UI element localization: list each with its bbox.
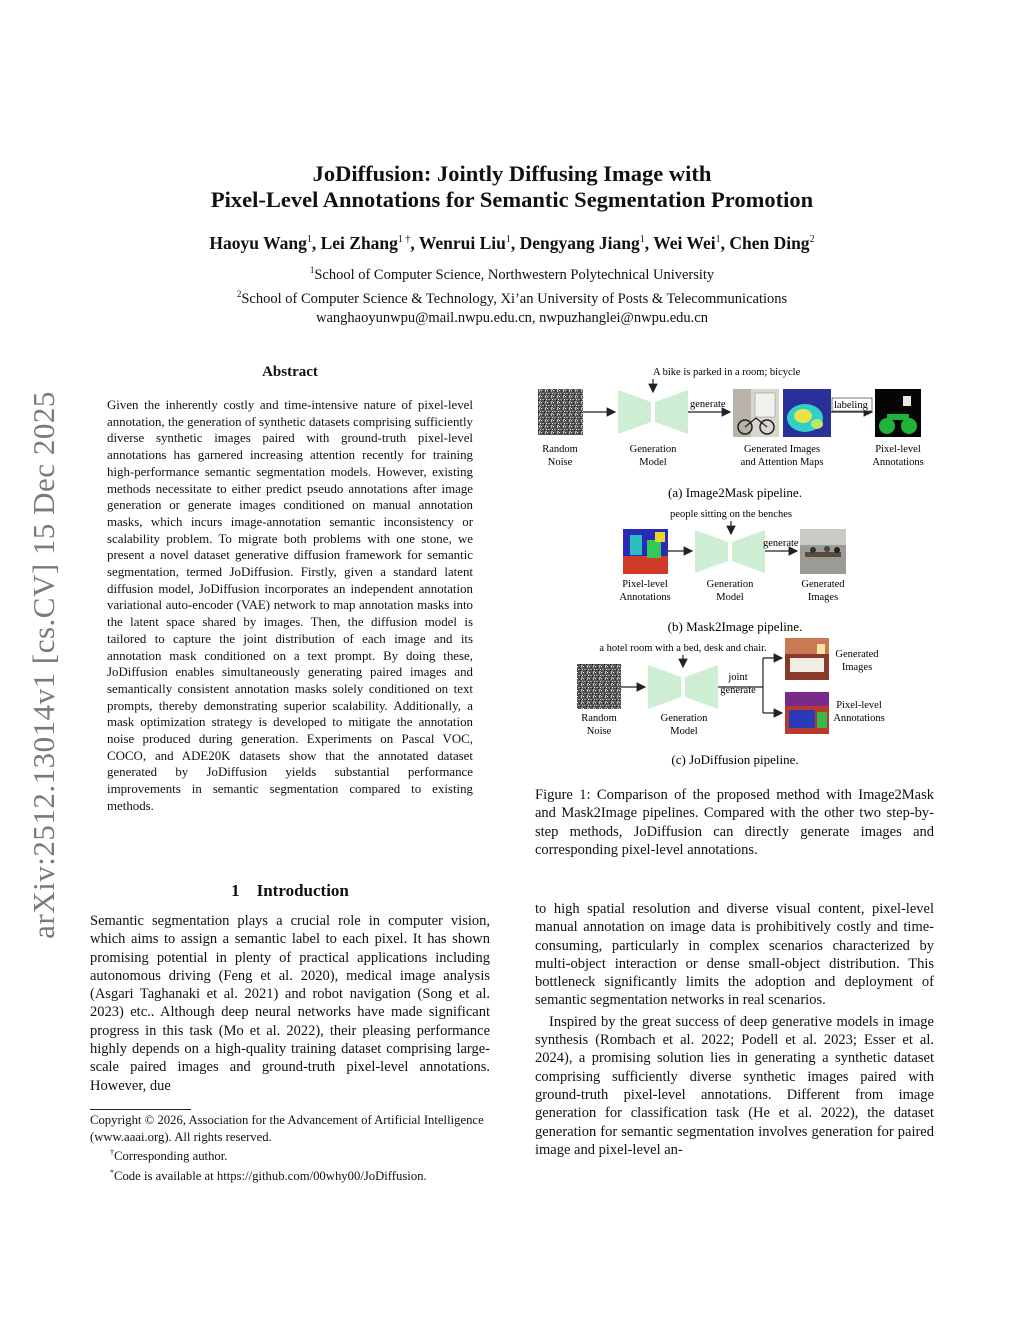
svg-text:Images: Images xyxy=(841,662,873,673)
svg-text:generate: generate xyxy=(763,538,799,549)
subfigure-caption-a: (a) Image2Mask pipeline. xyxy=(668,485,802,500)
footnotes xyxy=(90,1112,490,1184)
svg-text:Pixel-level: Pixel-level xyxy=(622,579,668,590)
affiliation-2: $^2$School of Computer Science & Technology, Xi’an University of Posts & Telecommunications xyxy=(236,288,788,307)
svg-text:labeling: labeling xyxy=(834,400,868,411)
paragraph: to high spatial resolution and diverse visual content, pixel-level manual annotation on image data is prohibitively costly and time-consuming, particularly in complex scenarios characterized by multi-object interaction or dense small-object distribution. This bottleneck significantly limits the adoption and deployment of semantic segmentation networks in real scenarios. xyxy=(535,901,934,1009)
svg-text:Random: Random xyxy=(542,444,578,455)
svg-text:Annotations: Annotations xyxy=(619,592,671,603)
arxiv-stamp-text: arXiv:2512.13014v1 [cs.CV] 15 Dec 2025 xyxy=(26,391,61,939)
svg-text:Model: Model xyxy=(716,592,744,603)
code-availability-note: *Code is available at https://github.com/00why00/JoDiffusion. xyxy=(110,1167,427,1183)
svg-text:Pixel-level: Pixel-level xyxy=(875,444,921,455)
prompt-text: people sitting on the benches xyxy=(670,509,792,520)
generation-model-decoder-shape xyxy=(732,530,765,573)
generation-model-encoder-shape xyxy=(648,665,681,709)
attention-map-image xyxy=(783,389,831,437)
generated-photo xyxy=(785,638,829,680)
copyright-notice: Copyright © 2026, Association for the Advancement of Artificial Intelligence (www.aaai.org). All rights reserved. xyxy=(90,1113,484,1144)
intro-right-column xyxy=(535,900,934,1159)
svg-text:Generated: Generated xyxy=(835,649,879,660)
figure-panel-c xyxy=(577,638,885,767)
svg-text:Images: Images xyxy=(807,592,839,603)
svg-text:Model: Model xyxy=(639,457,667,468)
arxiv-stamp xyxy=(24,370,64,960)
svg-text:Pixel-level: Pixel-level xyxy=(836,700,882,711)
paragraph: Semantic segmentation plays a crucial role in computer vision, which aims to assign a semantic label to each pixel. It has shown promising potential in plenty of practical applications including autonomous driving (Feng et al. 2020), medical image analysis (Asgari Taghanaki et al. 2021) and robot navigation (Song et al. 2023) etc.. Although deep neural networks have made significant progress in this task (Mo et al. 2022), their pleasing performance highly depends on a high-quality training dataset comprising large-scale paired images and ground-truth pixel-level annotations. However, due xyxy=(90,913,490,1094)
svg-text:Noise: Noise xyxy=(586,726,612,737)
prompt-text: a hotel room with a bed, desk and chair. xyxy=(599,643,767,654)
generated-photo xyxy=(733,389,779,437)
svg-text:joint: joint xyxy=(728,672,748,683)
author: Wei Wei$^1$ xyxy=(653,233,721,253)
author-list: Haoyu Wang$^1$, Lei Zhang$^{1 \dagger}$, Wenrui Liu$^1$, Dengyang Jiang$^1$, Wei Wei$^1$, Chen Ding$^2$ xyxy=(209,233,815,253)
title-line-2: Pixel-Level Annotations for Semantic Segmentation Promotion xyxy=(210,187,814,212)
svg-text:Annotations: Annotations xyxy=(833,713,885,724)
svg-text:Noise: Noise xyxy=(547,457,573,468)
affiliations xyxy=(0,261,1024,328)
subfigure-caption-b: (b) Mask2Image pipeline. xyxy=(667,619,803,634)
figure-panel-b xyxy=(619,509,846,634)
svg-text:Generated: Generated xyxy=(801,579,845,590)
generation-model-encoder-shape xyxy=(695,530,728,573)
generation-model-decoder-shape xyxy=(655,390,688,434)
footnote-rule xyxy=(90,1109,191,1110)
random-noise-image xyxy=(538,389,583,435)
intro-left-column xyxy=(90,912,490,1095)
abstract-text: Given the inherently costly and time-intensive nature of pixel-level annotation, the generation of synthetic datasets comprising sufficiently diverse synthetic images paired with ground-truth pixel-level annotations has garnered increasing attention recently for training high-performance semantic segmentation models. However, existing methods necessitate to either predict pseudo annotations after image generation or generate images conditioned on manual annotation masks, which incurs image-annotation semantic inconsistency or scalability problem. To migrate both problems with one stone, we present a novel dataset generative diffusion framework for semantic segmentation, termed JoDiffusion. Firstly, given a standard latent diffusion model, JoDiffusion incorporates an independent annotation variational auto-encoder (VAE) network to map annotation masks into the latent space shared by images. Then, the diffusion model is tailored to capture the joint distribution of each image and its annotation mask conditioned on a text prompt. By doing these, JoDiffusion enables simultaneously generating paired images and semantically consistent annotation masks solely conditioned on text prompts, thereby demonstrating superior scalability. Additionally, a mask optimization strategy is developed to mitigate the annotation noise produced during generation. Experiments on Pascal VOC, COCO, and ADE20K datasets show that the annotated dataset generated by JoDiffusion yields substantial performance improvements in semantic segmentation compared to existing methods. xyxy=(107,398,473,813)
generation-model-decoder-shape xyxy=(685,665,718,709)
author-emails: wanghaoyunwpu@mail.nwpu.edu.cn, nwpuzhanglei@nwpu.edu.cn xyxy=(316,309,708,326)
svg-text:Generated Images: Generated Images xyxy=(743,444,821,455)
svg-text:and Attention Maps: and Attention Maps xyxy=(740,457,824,468)
prompt-text: A bike is parked in a room; bicycle xyxy=(653,367,801,378)
svg-text:generate: generate xyxy=(720,685,756,696)
generation-model-encoder-shape xyxy=(618,390,651,434)
section-heading-introduction: 1 Introduction xyxy=(231,881,349,900)
annotation-mask-image xyxy=(875,389,921,437)
affiliation-1: $^1$School of Computer Science, Northwestern Polytechnical University xyxy=(309,265,715,283)
author: Chen Ding$^2$ xyxy=(729,233,815,253)
abstract-heading: Abstract xyxy=(262,364,318,380)
svg-text:Model: Model xyxy=(670,726,698,737)
svg-text:Generation: Generation xyxy=(660,713,708,724)
paper-title xyxy=(0,161,1024,213)
svg-text:generate: generate xyxy=(690,399,726,410)
generated-photo xyxy=(800,529,846,574)
title-line-1: JoDiffusion: Jointly Diffusing Image with xyxy=(312,161,712,186)
author: Lei Zhang$^{1 \dagger}$ xyxy=(320,233,411,253)
input-annotation-mask xyxy=(623,529,668,574)
figure-1-caption: Figure 1: Comparison of the proposed method with Image2Mask and Mask2Image pipelines. Compared with the other two step-by-step methods, JoDiffusion can directly generate images and corresponding pixel-level annotations. xyxy=(535,787,934,858)
corresponding-author-note: †Corresponding author. xyxy=(110,1148,228,1164)
author: Haoyu Wang$^1$ xyxy=(209,233,312,253)
svg-text:Annotations: Annotations xyxy=(872,457,924,468)
random-noise-image xyxy=(577,664,621,709)
svg-text:Generation: Generation xyxy=(706,579,754,590)
author: Dengyang Jiang$^1$ xyxy=(519,233,645,253)
figure-panel-a xyxy=(538,367,924,500)
svg-text:Generation: Generation xyxy=(629,444,677,455)
figure-1 xyxy=(535,360,935,770)
subfigure-caption-c: (c) JoDiffusion pipeline. xyxy=(671,752,799,767)
svg-text:Random: Random xyxy=(581,713,617,724)
paragraph: Inspired by the great success of deep generative models in image synthesis (Rombach et al. 2022; Podell et al. 2023; Esser et al. 2024), a promising solution lies in generating a synthetic dataset comprising sufficiently diverse synthetic images paired with ground-truth pixel-level annotations. Different from image generation for classification task (He et al. 2022), the dataset generation for semantic segmentation involves generation for paired image and pixel-level an- xyxy=(535,1013,934,1158)
generated-annotation-mask xyxy=(785,692,829,734)
author: Wenrui Liu$^1$ xyxy=(418,233,511,253)
